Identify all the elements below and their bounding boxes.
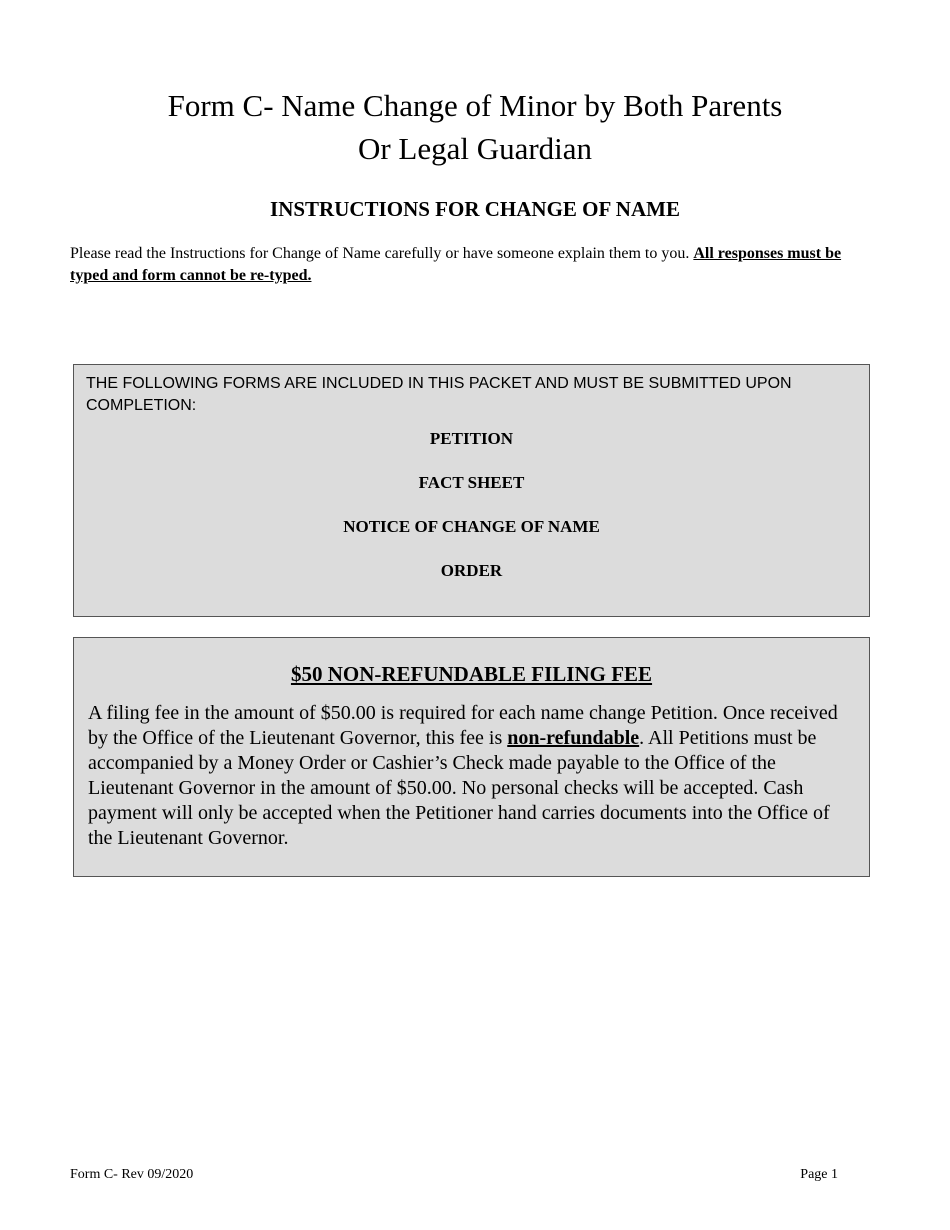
form-item-fact-sheet: FACT SHEET [418, 473, 525, 492]
forms-list [86, 429, 857, 605]
footer-revision: Form C- Rev 09/2020 [70, 1167, 194, 1182]
page-title [0, 84, 950, 170]
title-line-2: Or Legal Guardian [357, 131, 593, 166]
fee-title: $50 NON-REFUNDABLE FILING FEE [290, 662, 653, 686]
fee-body [88, 701, 855, 851]
filing-fee-box [73, 637, 870, 877]
intro-paragraph [70, 243, 870, 287]
intro-emphasis: All responses must be typed and form cannot be re-typed. [70, 245, 842, 284]
title-line-1: Form C- Name Change of Minor by Both Parents [167, 88, 783, 123]
forms-included-box [73, 364, 870, 617]
fee-body-part-1: A filing fee in the amount of $50.00 is required for each name change Petition. Once received by the Office of the Lieutenant Governor, this fee is [88, 702, 838, 749]
intro-text: Please read the Instructions for Change of Name carefully or have someone explain them to you. [70, 245, 694, 262]
forms-box-header: THE FOLLOWING FORMS ARE INCLUDED IN THIS PACKET AND MUST BE SUBMITTED UPON COMPLETION: [86, 375, 792, 414]
instructions-heading: INSTRUCTIONS FOR CHANGE OF NAME [270, 197, 680, 221]
fee-body-part-2: . All Petitions must be accompanied by a Money Order or Cashier’s Check made payable to the Office of the Lieutenant Governor in the amount of $50.00. No personal checks will be accepted. Cash payment will only be accepted when the Petitioner hand carries documents into the Office of the Lieutenant Governor. [88, 727, 830, 849]
footer-page-number: Page 1 [800, 1167, 838, 1182]
form-item-petition: PETITION [429, 429, 514, 448]
fee-body-emphasis: non-refundable [507, 727, 640, 749]
form-item-notice: NOTICE OF CHANGE OF NAME [343, 517, 600, 536]
form-item-order: ORDER [440, 561, 503, 580]
